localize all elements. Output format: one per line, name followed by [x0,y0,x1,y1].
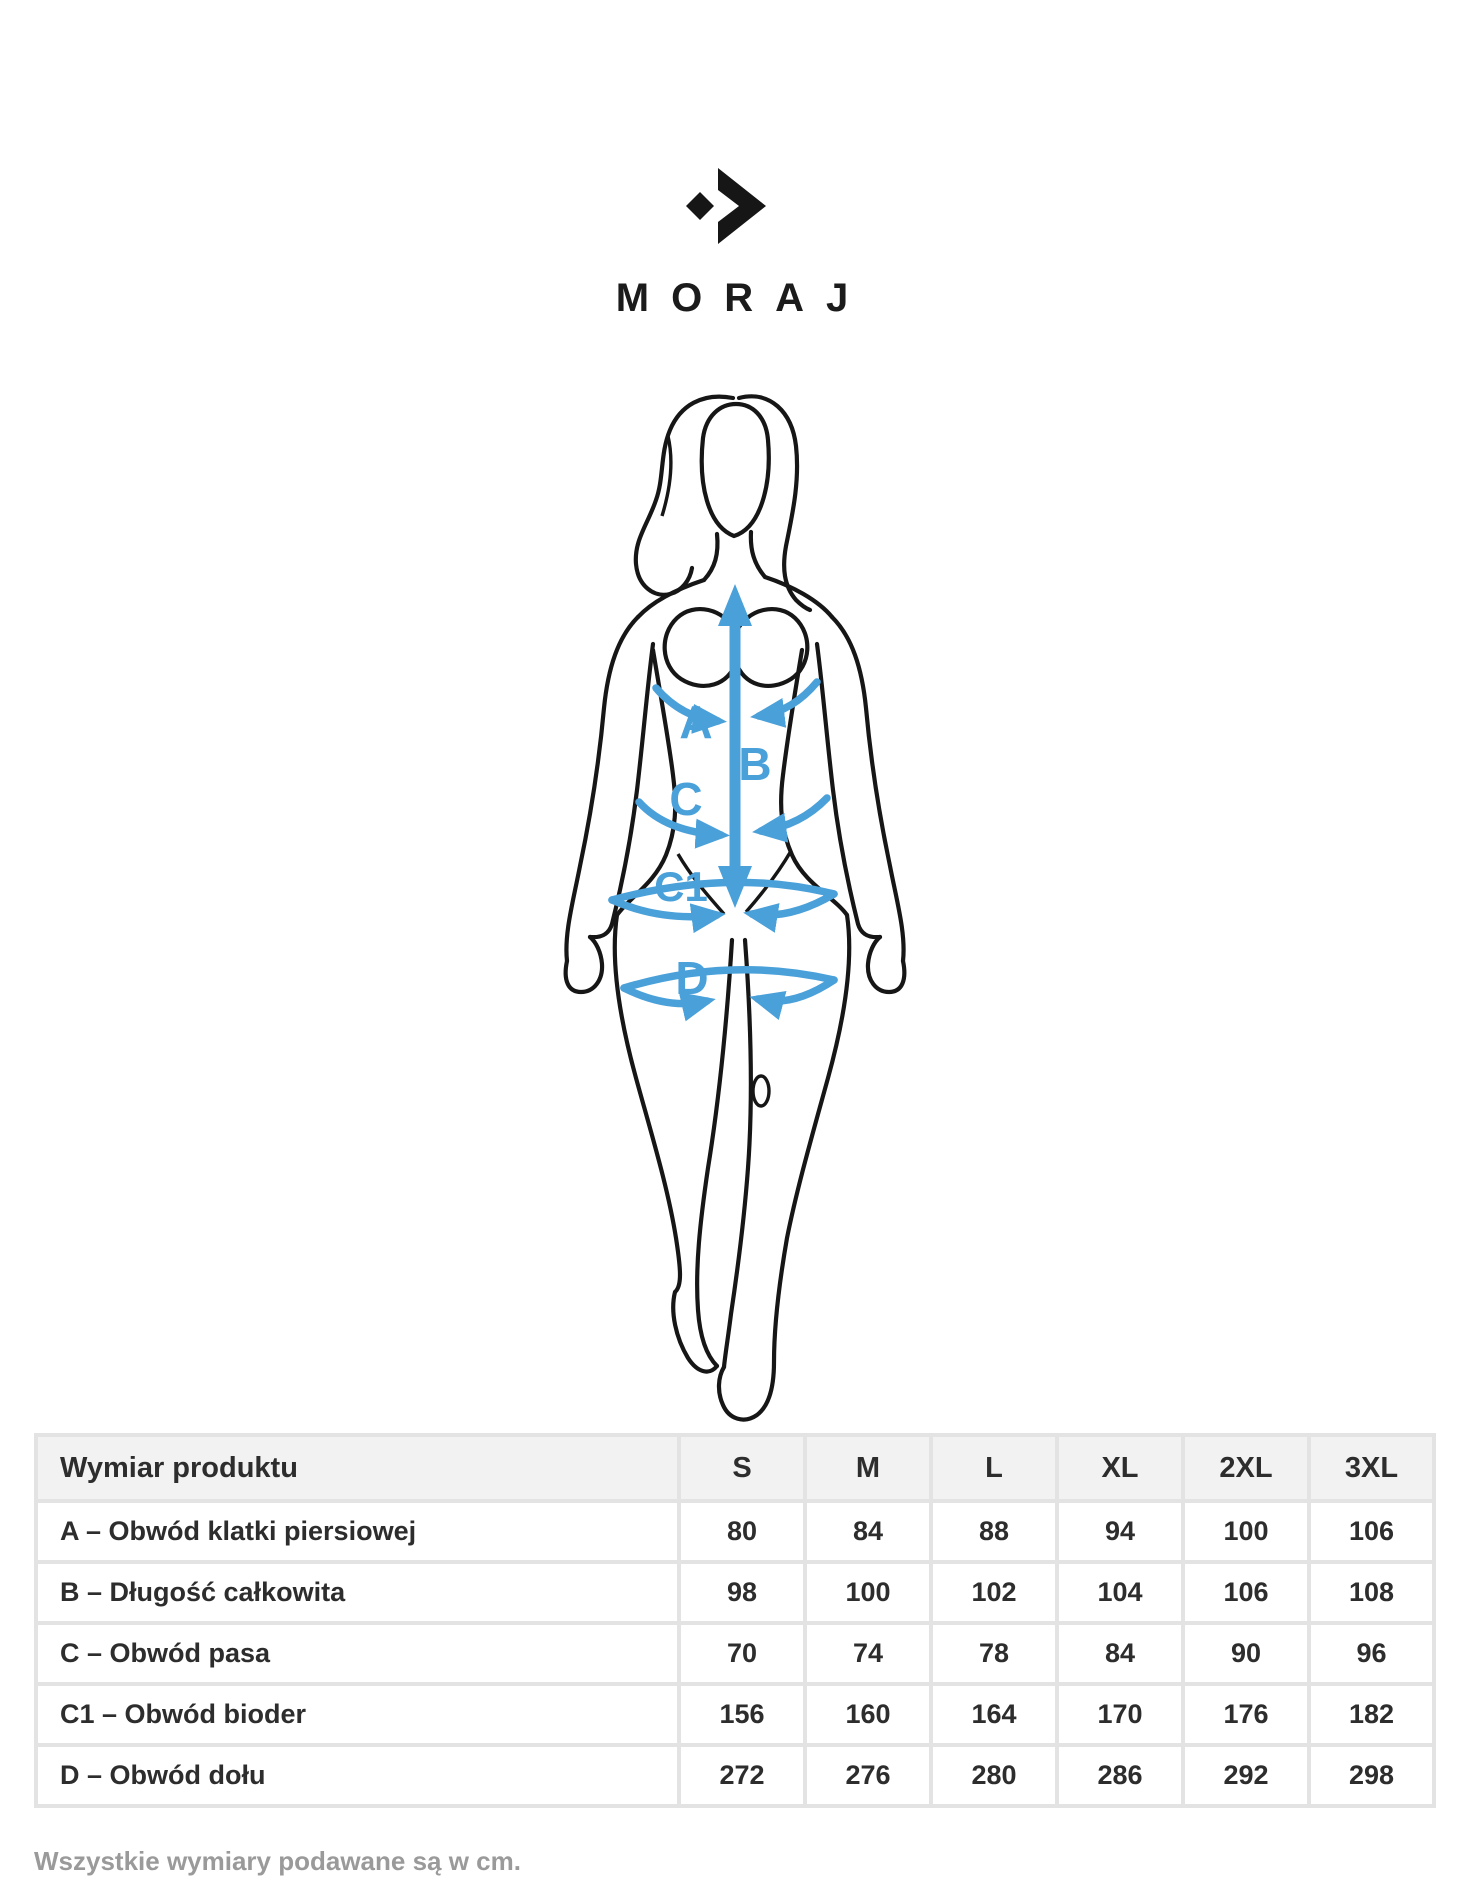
value-cell: 102 [931,1562,1057,1623]
value-cell: 84 [1057,1623,1183,1684]
table-row-bottom [36,1745,1434,1806]
column-header-size-3xl: 3XL [1309,1435,1434,1501]
measure-c-band-right [761,798,827,831]
face-outline [702,404,769,536]
measure-b-arrowhead-bottom [718,866,752,908]
value-cell: 100 [805,1562,931,1623]
table-row-chest [36,1501,1434,1562]
value-cell: 160 [805,1684,931,1745]
value-cell: 156 [679,1684,805,1745]
measurement-label-b: B [738,738,772,790]
value-cell: 272 [679,1745,805,1806]
neck-right-line [751,532,765,577]
knee-detail [753,1076,769,1106]
hand-left [566,937,602,992]
column-header-product-dimension: Wymiar produktu [36,1435,679,1501]
measurement-label-c: C [669,773,703,825]
value-cell: 164 [931,1684,1057,1745]
value-cell: 292 [1183,1745,1309,1806]
value-cell: 100 [1183,1501,1309,1562]
value-cell: 98 [679,1562,805,1623]
value-cell: 108 [1309,1562,1434,1623]
column-header-size-s: S [679,1435,805,1501]
measure-b-arrowhead-top [718,584,752,626]
units-note: Wszystkie wymiary podawane są w cm. [34,1846,521,1876]
column-header-size-2xl: 2XL [1183,1435,1309,1501]
column-header-size-m: M [805,1435,931,1501]
hair-left-line [636,397,733,595]
measurement-label-a: A [679,696,713,748]
value-cell: 106 [1309,1501,1434,1562]
measure-d-band-right [758,980,834,1001]
logo-chevron-icon [718,168,766,244]
leg-right-outer-line [719,915,849,1420]
value-cell: 78 [931,1623,1057,1684]
value-cell: 96 [1309,1623,1434,1684]
column-header-size-xl: XL [1057,1435,1183,1501]
value-cell: 176 [1183,1684,1309,1745]
row-label-bottom: D – Obwód dołu [36,1745,679,1806]
value-cell: 94 [1057,1501,1183,1562]
value-cell: 286 [1057,1745,1183,1806]
brand-logo-icon [652,163,802,258]
value-cell: 276 [805,1745,931,1806]
value-cell: 84 [805,1501,931,1562]
neck-left-line [704,534,717,580]
table-row-total-length [36,1562,1434,1623]
row-label-waist: C – Obwód pasa [36,1623,679,1684]
value-cell: 170 [1057,1684,1183,1745]
column-header-size-l: L [931,1435,1057,1501]
size-table-header-row [36,1435,1434,1501]
measurement-label-c1: C1 [654,863,708,910]
brand-name: MORAJ [615,276,871,320]
value-cell: 106 [1183,1562,1309,1623]
measurement-overlay [612,584,834,1004]
value-cell: 280 [931,1745,1057,1806]
hair-right-line [739,396,810,610]
value-cell: 298 [1309,1745,1434,1806]
value-cell: 80 [679,1501,805,1562]
body-measurement-diagram [440,320,1040,1440]
size-table [34,1433,1436,1808]
value-cell: 74 [805,1623,931,1684]
value-cell: 90 [1183,1623,1309,1684]
hand-right [868,937,904,992]
row-label-total-length: B – Długość całkowita [36,1562,679,1623]
table-row-hips [36,1684,1434,1745]
measurement-label-d: D [675,952,709,1004]
row-label-chest: A – Obwód klatki piersiowej [36,1501,679,1562]
value-cell: 88 [931,1501,1057,1562]
logo-diamond-icon [686,192,714,220]
value-cell: 70 [679,1623,805,1684]
value-cell: 104 [1057,1562,1183,1623]
table-row-waist [36,1623,1434,1684]
row-label-hips: C1 – Obwód bioder [36,1684,679,1745]
value-cell: 182 [1309,1684,1434,1745]
measure-c1-band-right [752,894,834,915]
